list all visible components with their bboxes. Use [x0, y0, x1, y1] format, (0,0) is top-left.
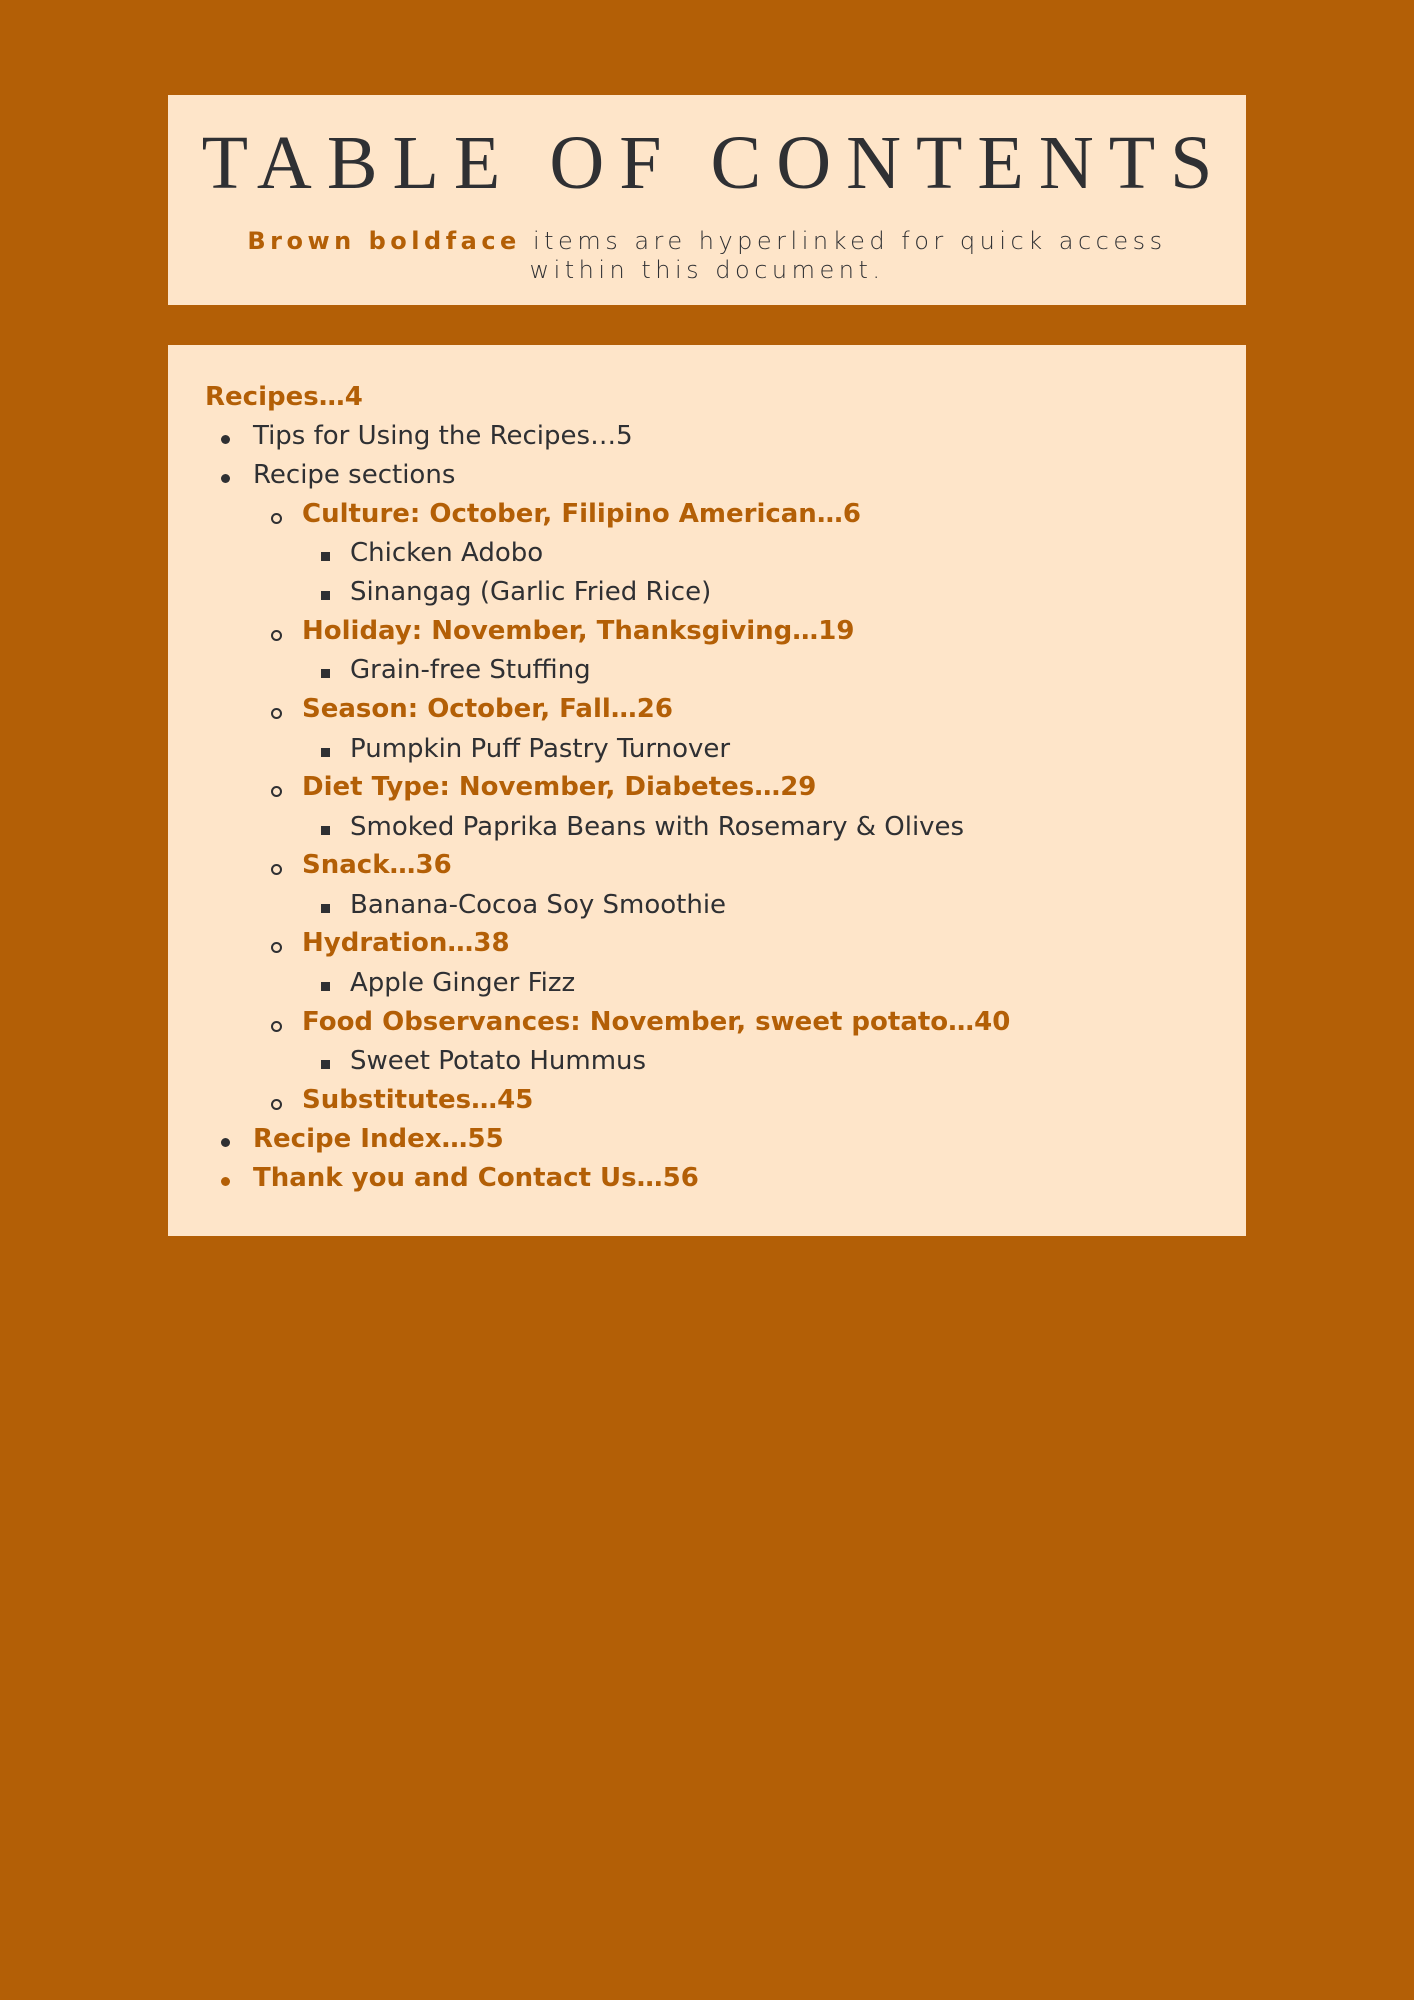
toc-panel [168, 345, 1246, 1236]
toc-recipe-turnover: Pumpkin Puff Pastry Turnover [350, 734, 731, 764]
bullet-circle [271, 1099, 282, 1110]
bullet-circle [271, 786, 282, 797]
toc-link-recipes[interactable]: Recipes…4 [205, 382, 363, 412]
bullet-circle [271, 630, 282, 641]
toc-link-diet-type[interactable]: Diet Type: November, Diabetes…29 [302, 772, 817, 802]
toc-recipe-hummus: Sweet Potato Hummus [350, 1046, 647, 1076]
toc-link-culture[interactable]: Culture: October, Filipino American…6 [302, 499, 861, 529]
bullet-disc [221, 1138, 230, 1147]
bullet-square [321, 748, 330, 757]
bullet-circle [271, 513, 282, 524]
toc-link-hydration[interactable]: Hydration…38 [302, 928, 510, 958]
header-panel [168, 95, 1246, 305]
bullet-circle [271, 1021, 282, 1032]
toc-link-holiday[interactable]: Holiday: November, Thanksgiving…19 [302, 616, 855, 646]
toc-link-substitutes[interactable]: Substitutes…45 [302, 1085, 534, 1115]
bullet-square [321, 982, 330, 991]
subtitle-text: items are hyperlinked for quick access within this document. [520, 227, 1167, 284]
bullet-circle [271, 864, 282, 875]
bullet-square [321, 552, 330, 561]
toc-link-recipe-index[interactable]: Recipe Index…55 [253, 1124, 504, 1154]
bullet-disc [221, 474, 230, 483]
toc-item-tips: Tips for Using the Recipes…5 [253, 421, 633, 451]
bullet-square [321, 591, 330, 600]
bullet-circle [271, 708, 282, 719]
toc-recipe-paprika-beans: Smoked Paprika Beans with Rosemary & Olives [350, 812, 965, 842]
toc-recipe-chicken-adobo: Chicken Adobo [350, 538, 544, 568]
toc-link-thank-you[interactable]: Thank you and Contact Us…56 [253, 1163, 699, 1193]
toc-recipe-stuffing: Grain-free Stuffing [350, 655, 591, 685]
toc-link-snack[interactable]: Snack…36 [302, 850, 452, 880]
bullet-circle [271, 942, 282, 953]
subtitle-accent: Brown boldface [247, 227, 521, 255]
bullet-square [321, 1060, 330, 1069]
toc-item-recipe-sections: Recipe sections [253, 460, 456, 490]
bullet-square [321, 669, 330, 678]
toc-link-season[interactable]: Season: October, Fall…26 [302, 694, 673, 724]
bullet-disc [221, 1177, 230, 1186]
bullet-disc [221, 435, 230, 444]
bullet-square [321, 826, 330, 835]
toc-recipe-ginger-fizz: Apple Ginger Fizz [350, 968, 576, 998]
toc-recipe-smoothie: Banana-Cocoa Soy Smoothie [350, 890, 727, 920]
page-title: TABLE OF CONTENTS [201, 121, 1228, 205]
toc-recipe-sinangag: Sinangag (Garlic Fried Rice) [350, 577, 712, 607]
toc-link-food-observances[interactable]: Food Observances: November, sweet potato…40 [302, 1007, 1011, 1037]
subtitle [208, 227, 1206, 285]
bullet-square [321, 904, 330, 913]
